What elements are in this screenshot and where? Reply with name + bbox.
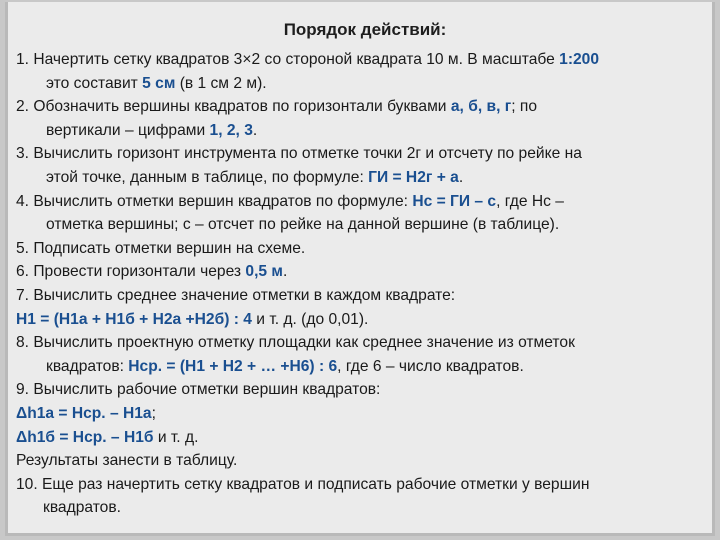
step-8-text-2: , где 6 – число квадратов. bbox=[337, 357, 524, 375]
step-4-text: 4. Вычислить отметки вершин квадратов по формуле: bbox=[16, 192, 413, 210]
step-1-text-2: это составит bbox=[46, 74, 143, 92]
formula-dh1a-line bbox=[16, 402, 704, 426]
step-7-formula-line bbox=[16, 308, 704, 332]
slide-page bbox=[5, 2, 715, 536]
step-10-line-1: 10. Еще раз начертить сетку квадратов и подписать рабочие отметки у вершин bbox=[16, 475, 590, 493]
step-2-line-1 bbox=[16, 95, 704, 119]
step-2-text-4: . bbox=[252, 121, 258, 139]
step-2-line-2 bbox=[16, 119, 704, 143]
digits-value: 1, 2, 3 bbox=[209, 121, 253, 139]
step-5-line: 5. Подписать отметки вершин на схеме. bbox=[16, 239, 306, 257]
step-8-text: квадратов: bbox=[46, 357, 129, 375]
step-6-text-2: . bbox=[282, 263, 288, 281]
step-7-text: и т. д. (до 0,01). bbox=[251, 310, 369, 328]
step-3-line-2 bbox=[16, 166, 704, 190]
step-4-line-1 bbox=[16, 190, 704, 214]
step-1-line-2 bbox=[16, 72, 704, 96]
step-4-line-2: отметка вершины; с – отсчет по рейке на данной вершине (в таблице). bbox=[46, 216, 560, 234]
step-3-text: этой точке, данным в таблице, по формуле: bbox=[46, 168, 369, 186]
steps-text bbox=[16, 48, 704, 520]
formula-dh1a-tail: ; bbox=[151, 404, 156, 422]
letters-value: а, б, в, г bbox=[450, 98, 512, 116]
step-6-line bbox=[16, 260, 704, 284]
step-1-line-1 bbox=[16, 48, 704, 72]
formula-h1: Н1 = (Н1а + Н1б + Н2а +Н2б) : 4 bbox=[16, 310, 252, 328]
formula-hc: Нс = ГИ – с bbox=[412, 192, 497, 210]
formula-dh1a: Δh1а = Нср. – Н1а bbox=[16, 404, 152, 422]
formula-dh1b: Δh1б = Нср. – Н1б bbox=[16, 428, 154, 446]
step-4-text-2: , где Нс – bbox=[496, 192, 564, 210]
formula-dh1b-line bbox=[16, 426, 704, 450]
step-10-line-2: квадратов. bbox=[43, 499, 121, 517]
step-2-text-3: вертикали – цифрами bbox=[46, 121, 210, 139]
step-7-line: 7. Вычислить среднее значение отметки в каждом квадрате: bbox=[16, 286, 456, 304]
page-title: Порядок действий: bbox=[283, 20, 447, 39]
contour-interval-value: 0,5 м bbox=[245, 263, 283, 281]
step-8-line-2 bbox=[16, 355, 704, 379]
scale-value: 1:200 bbox=[559, 51, 600, 68]
step-2-text-2: ; по bbox=[511, 98, 538, 116]
step-1-text-3: (в 1 см 2 м). bbox=[175, 74, 267, 92]
step-2-text: 2. Обозначить вершины квадратов по горизонтали буквами bbox=[16, 98, 451, 116]
step-3-line-1: 3. Вычислить горизонт инструмента по отметке точки 2г и отсчету по рейке на bbox=[16, 145, 582, 163]
formula-gi: ГИ = Н2г + а bbox=[368, 168, 459, 186]
results-line: Результаты занести в таблицу. bbox=[16, 452, 238, 470]
step-8-line-1: 8. Вычислить проектную отметку площадки как среднее значение из отметок bbox=[16, 334, 575, 352]
formula-dh1b-tail: и т. д. bbox=[153, 428, 199, 446]
step-6-text: 6. Провести горизонтали через bbox=[16, 263, 246, 281]
grid-size-value: 5 см bbox=[142, 74, 176, 92]
step-1-text: 1. Начертить сетку квадратов 3×2 со стороной квадрата 10 м. В масштабе bbox=[16, 51, 560, 68]
step-9-line: 9. Вычислить рабочие отметки вершин квадратов: bbox=[16, 381, 381, 399]
step-3-text-2: . bbox=[458, 168, 464, 186]
formula-hsr: Нср. = (Н1 + Н2 + … +Н6) : 6 bbox=[128, 357, 338, 375]
